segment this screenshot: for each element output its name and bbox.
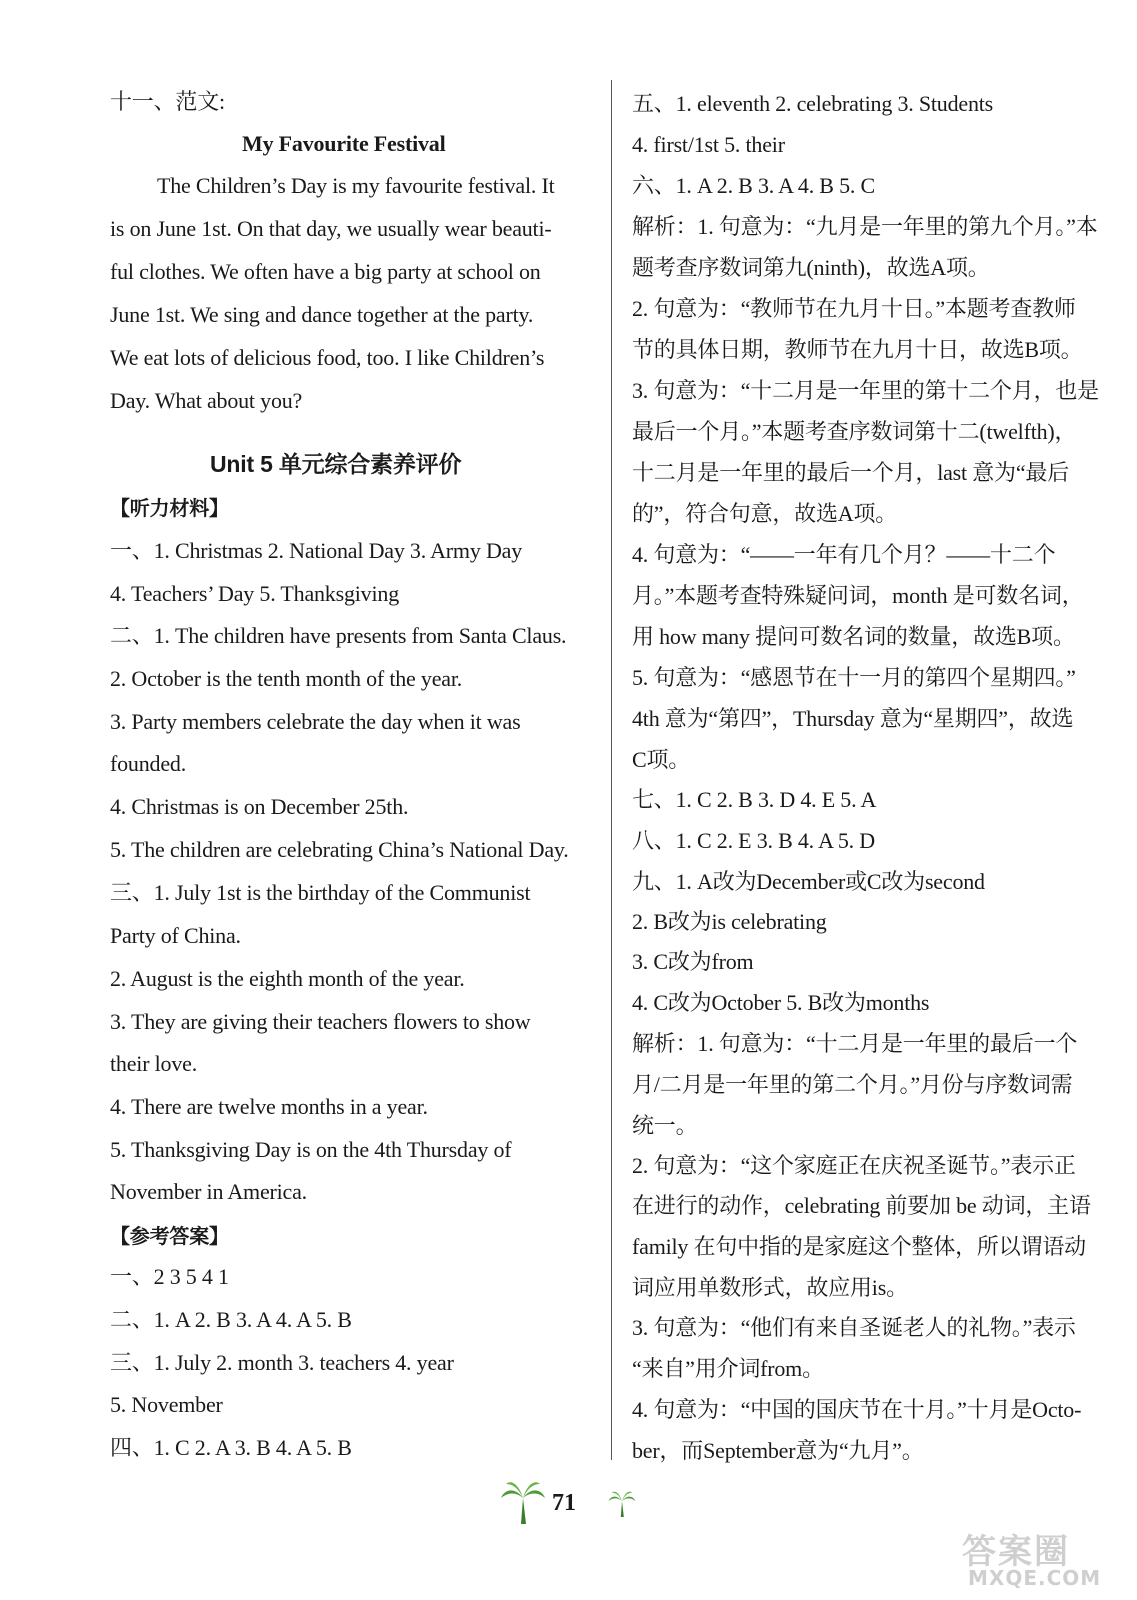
left-text-line: 4. There are twelve months in a year. [110,1094,428,1119]
left-text-line: The Children’s Day is my favourite festival. It [157,173,555,198]
right-text-line: 3. 句意为：“十二月是一年里的第十二个月，也是 [632,378,1099,403]
watermark-url: MXQE.COM [968,1566,1102,1590]
right-text-line: 十二月是一年里的最后一个月，last 意为“最后 [632,460,1070,485]
left-text-line: 2. August is the eighth month of the year. [110,966,465,991]
right-text-line: 2. 句意为：“教师节在九月十日。”本题考查教师 [632,296,1076,321]
right-text-line: 题考查序数词第九(ninth)，故选A项。 [632,255,990,280]
right-text-line: 3. C改为from [632,949,754,974]
left-text-line: 3. They are giving their teachers flowers to show [110,1009,531,1034]
watermark [962,1524,1127,1594]
right-text-line: 5. 句意为：“感恩节在十一月的第四个星期四。” [632,665,1076,690]
right-text-line: “来自”用介词from。 [632,1356,824,1381]
palm-tree-icon [500,1478,546,1524]
left-text-line: 二、1. The children have presents from Santa Claus. [110,623,567,648]
right-text-line: 4. 句意为：“——一年有几个月？——十二个 [632,542,1056,567]
right-text-line: 八、1. C 2. E 3. B 4. A 5. D [632,828,875,853]
left-text-line: Day. What about you? [110,388,303,413]
left-text-line: 四、1. C 2. A 3. B 4. A 5. B [110,1435,352,1460]
right-text-line: 用 how many 提问可数名词的数量，故选B项。 [632,624,1075,649]
column-divider [611,80,612,1460]
right-text-line: 2. B改为is celebrating [632,909,827,934]
left-text-line: We eat lots of delicious food, too. I like Children’s [110,345,545,370]
right-text-line: 在进行的动作，celebrating 前要加 be 动词，主语 [632,1193,1091,1218]
left-text-line: 2. October is the tenth month of the year. [110,666,463,691]
right-text-line: 4. C改为October 5. B改为months [632,990,930,1015]
left-text-line: November in America. [110,1179,307,1204]
right-text-line: 月/二月是一年里的第二个月。”月份与序数词需 [632,1072,1073,1097]
right-text-line: 4. first/1st 5. their [632,132,785,157]
left-text-line: June 1st. We sing and dance together at the party. [110,302,534,327]
right-text-line: 五、1. eleventh 2. celebrating 3. Students [632,91,994,116]
left-text-line: founded. [110,751,186,776]
left-text-line: 一、1. Christmas 2. National Day 3. Army Day [110,538,522,563]
left-text-line: 4. Christmas is on December 25th. [110,794,409,819]
left-text-line: 三、1. July 2. month 3. teachers 4. year [110,1350,454,1375]
right-text-line: 月。”本题考查特殊疑问词，month 是可数名词， [632,583,1084,608]
right-text-line: 七、1. C 2. B 3. D 4. E 5. A [632,787,877,812]
left-text-line: 3. Party members celebrate the day when it was [110,709,521,734]
right-text-line: family 在句中指的是家庭这个整体，所以谓语动 [632,1234,1086,1259]
right-text-line: 3. 句意为：“他们有来自圣诞老人的礼物。”表示 [632,1315,1076,1340]
left-text-line: 一、2 3 5 4 1 [110,1264,229,1289]
right-text-line: C项。 [632,747,691,772]
right-text-line: 九、1. A改为December或C改为second [632,869,985,894]
right-text-line: 4th 意为“第四”，Thursday 意为“星期四”，故选 [632,706,1074,731]
left-text-line: is on June 1st. On that day, we usually wear beauti- [110,216,552,241]
left-text-line: 十一、范文: [110,89,225,114]
right-text-line: ber，而September意为“九月”。 [632,1438,924,1463]
left-text-line: 5. November [110,1392,223,1417]
page-number: 71 [552,1490,576,1516]
right-text-line: 的”，符合句意，故选A项。 [632,501,898,526]
page-footer [500,1478,650,1528]
left-text-line: 5. The children are celebrating China’s National Day. [110,837,569,862]
left-text-line: Unit 5 单元综合素养评价 [210,451,462,477]
right-text-line: 2. 句意为：“这个家庭正在庆祝圣诞节。”表示正 [632,1153,1076,1178]
right-text-line: 节的具体日期，教师节在九月十日，故选B项。 [632,337,1083,362]
palm-tree-icon [608,1488,636,1518]
left-text-line: 【参考答案】 [110,1224,229,1248]
left-text-line: 5. Thanksgiving Day is on the 4th Thursday of [110,1137,512,1162]
right-text-line: 4. 句意为：“中国的国庆节在十月。”十月是Octo- [632,1397,1082,1422]
right-text-line: 统一。 [632,1113,698,1138]
right-text-line: 最后一个月。”本题考查序数词第十二(twelfth)， [632,419,1077,444]
left-text-line: their love. [110,1051,197,1076]
left-text-line: 【听力材料】 [110,496,229,520]
right-text-line: 六、1. A 2. B 3. A 4. B 5. C [632,173,875,198]
left-text-line: Party of China. [110,923,241,948]
left-text-line: 4. Teachers’ Day 5. Thanksgiving [110,581,399,606]
right-text-line: 词应用单数形式，故应用is。 [632,1275,908,1300]
left-text-line: 二、1. A 2. B 3. A 4. A 5. B [110,1307,352,1332]
left-text-line: My Favourite Festival [242,131,446,156]
watermark-text: 答案圈 [962,1532,1070,1572]
right-text-line: 解析：1. 句意为：“九月是一年里的第九个月。”本 [632,214,1098,239]
left-text-line: ful clothes. We often have a big party at school on [110,259,541,284]
left-text-line: 三、1. July 1st is the birthday of the Communist [110,880,531,905]
right-text-line: 解析：1. 句意为：“十二月是一年里的最后一个 [632,1031,1078,1056]
